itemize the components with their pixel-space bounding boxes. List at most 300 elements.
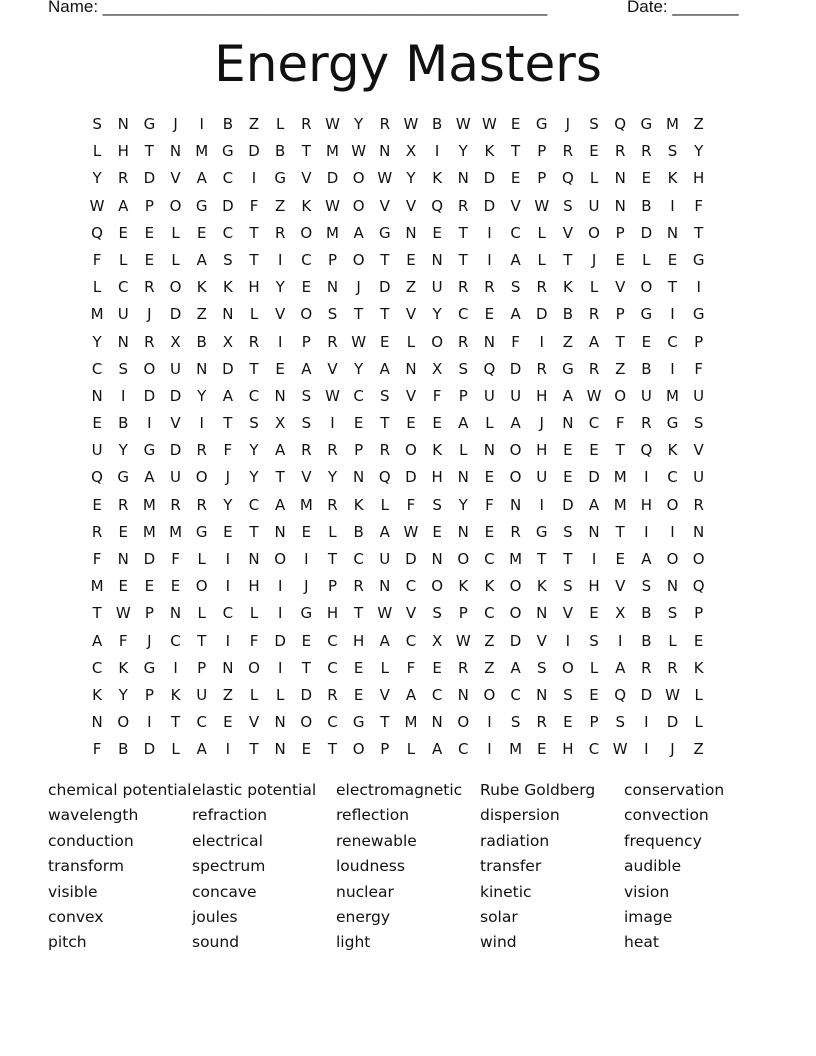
grid-letter: E xyxy=(353,685,364,704)
grid-letter: L xyxy=(171,223,180,242)
grid-letter: T xyxy=(537,550,547,568)
grid-letter: I xyxy=(670,305,675,324)
grid-letter: H xyxy=(536,441,548,460)
word-list-item: refraction xyxy=(192,806,268,825)
grid-letter: W xyxy=(455,631,471,650)
grid-letter: Z xyxy=(615,359,626,378)
grid-letter: V xyxy=(562,604,574,623)
grid-letter: Y xyxy=(223,495,233,514)
grid-letter: E xyxy=(641,169,652,188)
grid-letter: I xyxy=(147,713,152,732)
grid-letter: O xyxy=(352,196,365,215)
grid-letter: K xyxy=(222,278,233,297)
grid-letter: F xyxy=(694,196,703,215)
grid-letter: O xyxy=(274,550,287,568)
grid-letter: W xyxy=(325,386,340,405)
grid-letter: L xyxy=(406,332,416,351)
date-label: Date: _______ xyxy=(627,0,739,16)
grid-letter: O xyxy=(509,468,522,487)
grid-letter: V xyxy=(615,577,626,596)
grid-letter: Z xyxy=(693,115,704,133)
grid-letter: Y xyxy=(92,332,102,351)
grid-letter: P xyxy=(144,196,154,215)
grid-letter: N xyxy=(248,550,260,568)
grid-letter: D xyxy=(248,142,260,161)
grid-letter: O xyxy=(352,169,365,188)
grid-letter: D xyxy=(405,550,417,568)
grid-letter: W xyxy=(403,522,419,541)
grid-letter: Y xyxy=(118,685,128,704)
grid-letter: L xyxy=(171,740,180,759)
grid-letter: M xyxy=(613,495,627,514)
grid-letter: L xyxy=(537,223,546,242)
grid-letter: F xyxy=(118,631,128,650)
grid-letter: F xyxy=(615,414,625,433)
grid-letter: O xyxy=(352,250,365,269)
grid-letter: V xyxy=(275,305,286,324)
grid-letter: E xyxy=(563,441,573,460)
grid-letter: T xyxy=(615,332,625,351)
grid-letter: F xyxy=(406,495,416,514)
grid-letter: E xyxy=(275,359,285,378)
grid-letter: N xyxy=(274,713,286,732)
grid-letter: O xyxy=(195,577,208,596)
grid-letter: R xyxy=(536,359,547,378)
grid-letter: A xyxy=(353,223,364,242)
grid-letter: D xyxy=(379,278,391,297)
grid-letter: W xyxy=(351,142,367,161)
grid-letter: E xyxy=(615,250,625,269)
grid-letter: L xyxy=(589,278,599,297)
grid-letter: W xyxy=(534,196,550,215)
grid-letter: D xyxy=(143,550,156,568)
grid-letter: O xyxy=(300,223,313,242)
grid-letter: P xyxy=(380,740,390,759)
grid-letter: F xyxy=(432,386,442,405)
grid-letter: R xyxy=(196,441,207,460)
grid-letter: A xyxy=(275,495,286,514)
grid-letter: A xyxy=(196,740,207,759)
grid-letter: V xyxy=(170,414,181,433)
grid-letter: E xyxy=(693,631,704,650)
grid-letter: J xyxy=(356,278,361,297)
grid-letter: J xyxy=(147,631,152,650)
grid-letter: E xyxy=(484,522,495,541)
grid-letter: T xyxy=(327,740,338,759)
grid-letter: Q xyxy=(483,359,496,378)
grid-letter: O xyxy=(640,278,653,297)
grid-letter: Q xyxy=(692,577,705,596)
grid-letter: I xyxy=(225,577,231,596)
grid-letter: V xyxy=(615,278,626,297)
grid-letter: R xyxy=(458,658,469,677)
grid-letter: N xyxy=(222,658,234,677)
grid-letter: C xyxy=(667,332,678,351)
grid-letter: I xyxy=(591,550,597,568)
grid-letter: N xyxy=(117,550,129,568)
grid-letter: Y xyxy=(249,468,259,487)
header-line xyxy=(48,0,748,21)
grid-letter: I xyxy=(199,414,204,433)
grid-letter: S xyxy=(536,658,547,677)
grid-letter: N xyxy=(457,522,469,541)
grid-letter: E xyxy=(406,414,416,433)
grid-letter: A xyxy=(301,359,312,378)
grid-letter: S xyxy=(510,278,521,297)
grid-letter: Z xyxy=(693,740,704,759)
grid-letter: X xyxy=(431,359,443,378)
grid-letter: R xyxy=(536,713,547,732)
grid-letter: N xyxy=(353,468,365,487)
grid-letter: W xyxy=(612,740,628,759)
grid-letter: T xyxy=(92,604,102,623)
grid-letter: X xyxy=(222,332,233,351)
grid-letter: R xyxy=(301,441,312,460)
grid-letter: Y xyxy=(197,386,207,405)
grid-letter: E xyxy=(301,522,312,541)
grid-letter: E xyxy=(118,223,128,242)
grid-letter: R xyxy=(196,495,207,514)
grid-letter: T xyxy=(667,278,678,297)
grid-letter: A xyxy=(458,414,469,433)
grid-letter: H xyxy=(640,495,652,514)
grid-letter: E xyxy=(432,522,442,541)
grid-letter: P xyxy=(589,713,599,732)
grid-letter: F xyxy=(171,550,180,568)
grid-letter: N xyxy=(536,604,548,623)
grid-letter: E xyxy=(667,250,678,269)
grid-letter: C xyxy=(248,386,260,405)
grid-letter: W xyxy=(455,115,471,133)
grid-letter: H xyxy=(353,631,365,650)
grid-letter: L xyxy=(171,250,180,269)
grid-letter: I xyxy=(304,550,309,568)
grid-letter: N xyxy=(536,685,548,704)
grid-letter: L xyxy=(328,522,337,541)
grid-letter: T xyxy=(563,550,573,568)
grid-letter: W xyxy=(115,604,131,623)
grid-letter: H xyxy=(248,278,260,297)
grid-letter: E xyxy=(432,658,442,677)
grid-letter: A xyxy=(510,414,521,433)
grid-letter: C xyxy=(117,278,129,297)
grid-letter: R xyxy=(301,115,312,133)
grid-letter: O xyxy=(614,386,627,405)
grid-letter: M xyxy=(299,495,313,514)
grid-letter: T xyxy=(275,468,285,487)
grid-letter: X xyxy=(170,332,181,351)
grid-letter: P xyxy=(301,332,311,351)
grid-letter: T xyxy=(301,658,311,677)
grid-letter: T xyxy=(380,305,390,324)
grid-letter: A xyxy=(91,631,103,650)
grid-letter: E xyxy=(301,740,312,759)
grid-letter: W xyxy=(403,115,419,133)
grid-letter: V xyxy=(405,386,417,405)
grid-letter: M xyxy=(142,495,156,514)
grid-letter: Z xyxy=(275,196,286,215)
grid-letter: R xyxy=(118,169,129,188)
grid-letter: J xyxy=(225,468,231,487)
grid-letter: I xyxy=(487,223,492,242)
grid-letter: U xyxy=(91,441,103,460)
grid-letter: P xyxy=(144,604,154,623)
grid-letter: O xyxy=(300,305,313,324)
grid-letter: P xyxy=(327,250,337,269)
grid-letter: O xyxy=(666,550,679,568)
grid-letter: U xyxy=(117,305,129,324)
grid-letter: N xyxy=(196,359,208,378)
grid-letter: L xyxy=(694,713,703,732)
grid-letter: Y xyxy=(694,142,704,161)
grid-letter: Y xyxy=(92,169,102,188)
word-list-item: reflection xyxy=(336,806,410,825)
grid-letter: E xyxy=(353,414,364,433)
grid-letter: I xyxy=(670,522,675,541)
grid-letter: I xyxy=(121,386,126,405)
grid-letter: I xyxy=(173,658,178,677)
grid-letter: L xyxy=(275,115,285,133)
grid-letter: N xyxy=(169,604,182,623)
word-list-item: nuclear xyxy=(336,882,394,901)
word-list-item: frequency xyxy=(624,831,702,850)
grid-letter: E xyxy=(432,223,442,242)
grid-letter: M xyxy=(666,386,679,405)
grid-letter: I xyxy=(330,414,335,433)
grid-letter: S xyxy=(589,115,599,133)
grid-letter: E xyxy=(301,631,312,650)
grid-letter: D xyxy=(562,495,574,514)
grid-letter: S xyxy=(510,713,521,732)
grid-letter: R xyxy=(170,495,181,514)
grid-letter: L xyxy=(589,658,599,677)
grid-letter: D xyxy=(483,196,496,215)
grid-letter: S xyxy=(667,604,678,623)
grid-letter: T xyxy=(615,441,625,460)
grid-letter: Y xyxy=(275,278,285,297)
grid-letter: A xyxy=(196,169,207,188)
grid-letter: R xyxy=(484,278,495,297)
grid-letter: C xyxy=(667,468,678,487)
grid-letter: K xyxy=(432,441,443,460)
grid-letter: H xyxy=(431,468,443,487)
grid-letter: K xyxy=(301,196,312,215)
grid-letter: S xyxy=(693,414,704,433)
grid-letter: L xyxy=(197,550,206,568)
grid-letter: G xyxy=(535,115,548,133)
grid-letter: C xyxy=(405,577,417,596)
grid-letter: O xyxy=(431,332,444,351)
grid-letter: O xyxy=(117,713,130,732)
grid-letter: G xyxy=(143,658,156,677)
grid-letter: D xyxy=(326,169,339,188)
grid-letter: Z xyxy=(248,115,260,133)
grid-letter: N xyxy=(405,223,417,242)
word-list-item: convection xyxy=(624,806,709,825)
grid-letter: D xyxy=(588,468,600,487)
grid-letter: P xyxy=(144,685,154,704)
grid-letter: Y xyxy=(249,441,259,460)
grid-letter: I xyxy=(277,604,283,623)
grid-letter: G xyxy=(117,468,130,487)
grid-letter: O xyxy=(561,658,574,677)
grid-letter: D xyxy=(222,196,234,215)
grid-letter: N xyxy=(483,332,496,351)
grid-letter: D xyxy=(509,631,522,650)
grid-letter: C xyxy=(222,604,234,623)
grid-letter: A xyxy=(431,740,443,759)
grid-letter: T xyxy=(170,713,181,732)
grid-letter: R xyxy=(327,332,338,351)
grid-letter: V xyxy=(379,685,390,704)
grid-letter: I xyxy=(487,740,492,759)
grid-letter: A xyxy=(405,685,417,704)
grid-letter: E xyxy=(563,713,573,732)
grid-letter: S xyxy=(327,305,338,324)
grid-letter: L xyxy=(485,414,494,433)
grid-letter: E xyxy=(144,577,155,596)
word-list-item: transfer xyxy=(480,857,542,876)
grid-letter: C xyxy=(222,169,234,188)
grid-letter: C xyxy=(458,740,469,759)
grid-letter: N xyxy=(117,332,129,351)
grid-letter: O xyxy=(692,550,705,568)
grid-letter: S xyxy=(589,631,599,650)
grid-letter: X xyxy=(431,631,443,650)
grid-letter: L xyxy=(380,658,389,677)
word-list-item: elastic potential xyxy=(192,781,317,799)
grid-letter: U xyxy=(588,196,600,215)
grid-letter: Z xyxy=(484,631,495,650)
grid-letter: J xyxy=(304,577,309,596)
grid-letter: K xyxy=(667,441,678,460)
grid-letter: G xyxy=(535,522,548,541)
grid-letter: D xyxy=(535,305,548,324)
word-list-item: loudness xyxy=(336,857,405,876)
word-list-item: wavelength xyxy=(48,806,139,825)
grid-letter: G xyxy=(352,713,365,732)
grid-letter: N xyxy=(457,685,469,704)
grid-letter: K xyxy=(562,278,573,297)
grid-letter: U xyxy=(431,278,443,297)
grid-letter: B xyxy=(641,196,652,215)
grid-letter: N xyxy=(274,386,286,405)
grid-letter: D xyxy=(640,685,653,704)
grid-letter: T xyxy=(458,250,468,269)
grid-letter: V xyxy=(562,223,574,242)
grid-letter: V xyxy=(301,169,312,188)
grid-letter: I xyxy=(617,631,623,650)
grid-letter: O xyxy=(169,196,182,215)
grid-letter: L xyxy=(694,685,703,704)
grid-letter: R xyxy=(614,142,626,161)
grid-letter: N xyxy=(274,740,286,759)
grid-letter: U xyxy=(510,386,522,405)
grid-letter: D xyxy=(169,386,182,405)
grid-letter: S xyxy=(563,522,573,541)
grid-letter: H xyxy=(536,386,548,405)
grid-letter: R xyxy=(327,441,338,460)
grid-letter: I xyxy=(434,142,440,161)
grid-letter: I xyxy=(696,278,701,297)
grid-letter: U xyxy=(640,386,652,405)
word-list-item: transform xyxy=(48,857,124,876)
grid-letter: N xyxy=(588,522,600,541)
grid-letter: E xyxy=(223,713,233,732)
grid-letter: A xyxy=(379,631,390,650)
grid-letter: A xyxy=(118,196,129,215)
grid-letter: I xyxy=(277,577,283,596)
grid-letter: G xyxy=(378,223,391,242)
grid-letter: A xyxy=(510,658,521,677)
grid-letter: H xyxy=(326,604,339,623)
grid-letter: D xyxy=(274,631,286,650)
grid-letter: A xyxy=(641,550,652,568)
grid-letter: D xyxy=(222,359,234,378)
grid-letter: L xyxy=(642,250,651,269)
grid-letter: K xyxy=(196,278,207,297)
grid-letter: I xyxy=(251,169,257,188)
grid-letter: U xyxy=(536,468,548,487)
grid-letter: Q xyxy=(561,169,574,188)
grid-letter: C xyxy=(510,685,521,704)
grid-letter: F xyxy=(92,550,102,568)
grid-letter: B xyxy=(118,414,129,433)
grid-letter: U xyxy=(196,685,208,704)
grid-letter: F xyxy=(249,631,259,650)
grid-letter: R xyxy=(641,142,652,161)
grid-letter: N xyxy=(431,250,443,269)
word-list-item: chemical potential xyxy=(48,781,192,799)
grid-letter: Q xyxy=(640,441,653,460)
grid-letter: E xyxy=(223,522,233,541)
grid-letter: Y xyxy=(354,115,364,133)
grid-letter: K xyxy=(667,169,678,188)
grid-letter: C xyxy=(353,386,364,405)
grid-letter: C xyxy=(484,604,495,623)
grid-letter: S xyxy=(92,115,102,133)
grid-letter: A xyxy=(562,386,574,405)
grid-letter: D xyxy=(509,359,522,378)
grid-letter: Q xyxy=(614,115,627,133)
grid-letter: R xyxy=(588,305,600,324)
grid-letter: J xyxy=(591,250,597,269)
grid-letter: A xyxy=(588,332,600,351)
grid-letter: O xyxy=(169,278,182,297)
grid-letter: A xyxy=(144,468,155,487)
word-list-item: electrical xyxy=(192,831,263,850)
word-list-item: energy xyxy=(336,907,391,926)
grid-letter: W xyxy=(325,115,340,133)
grid-letter: E xyxy=(144,223,155,242)
grid-letter: R xyxy=(641,414,652,433)
grid-letter: M xyxy=(326,142,339,161)
word-list-item: visible xyxy=(48,882,98,901)
grid-letter: E xyxy=(196,223,207,242)
grid-letter: N xyxy=(91,713,103,732)
grid-letter: V xyxy=(248,713,260,732)
grid-letter: R xyxy=(274,223,286,242)
grid-letter: S xyxy=(301,414,312,433)
grid-letter: R xyxy=(510,522,521,541)
grid-letter: I xyxy=(670,359,675,378)
grid-letter: C xyxy=(484,550,495,568)
grid-letter: N xyxy=(614,169,626,188)
grid-letter: K xyxy=(536,577,547,596)
grid-letter: S xyxy=(563,685,573,704)
grid-letter: C xyxy=(588,414,600,433)
grid-letter: O xyxy=(666,495,679,514)
